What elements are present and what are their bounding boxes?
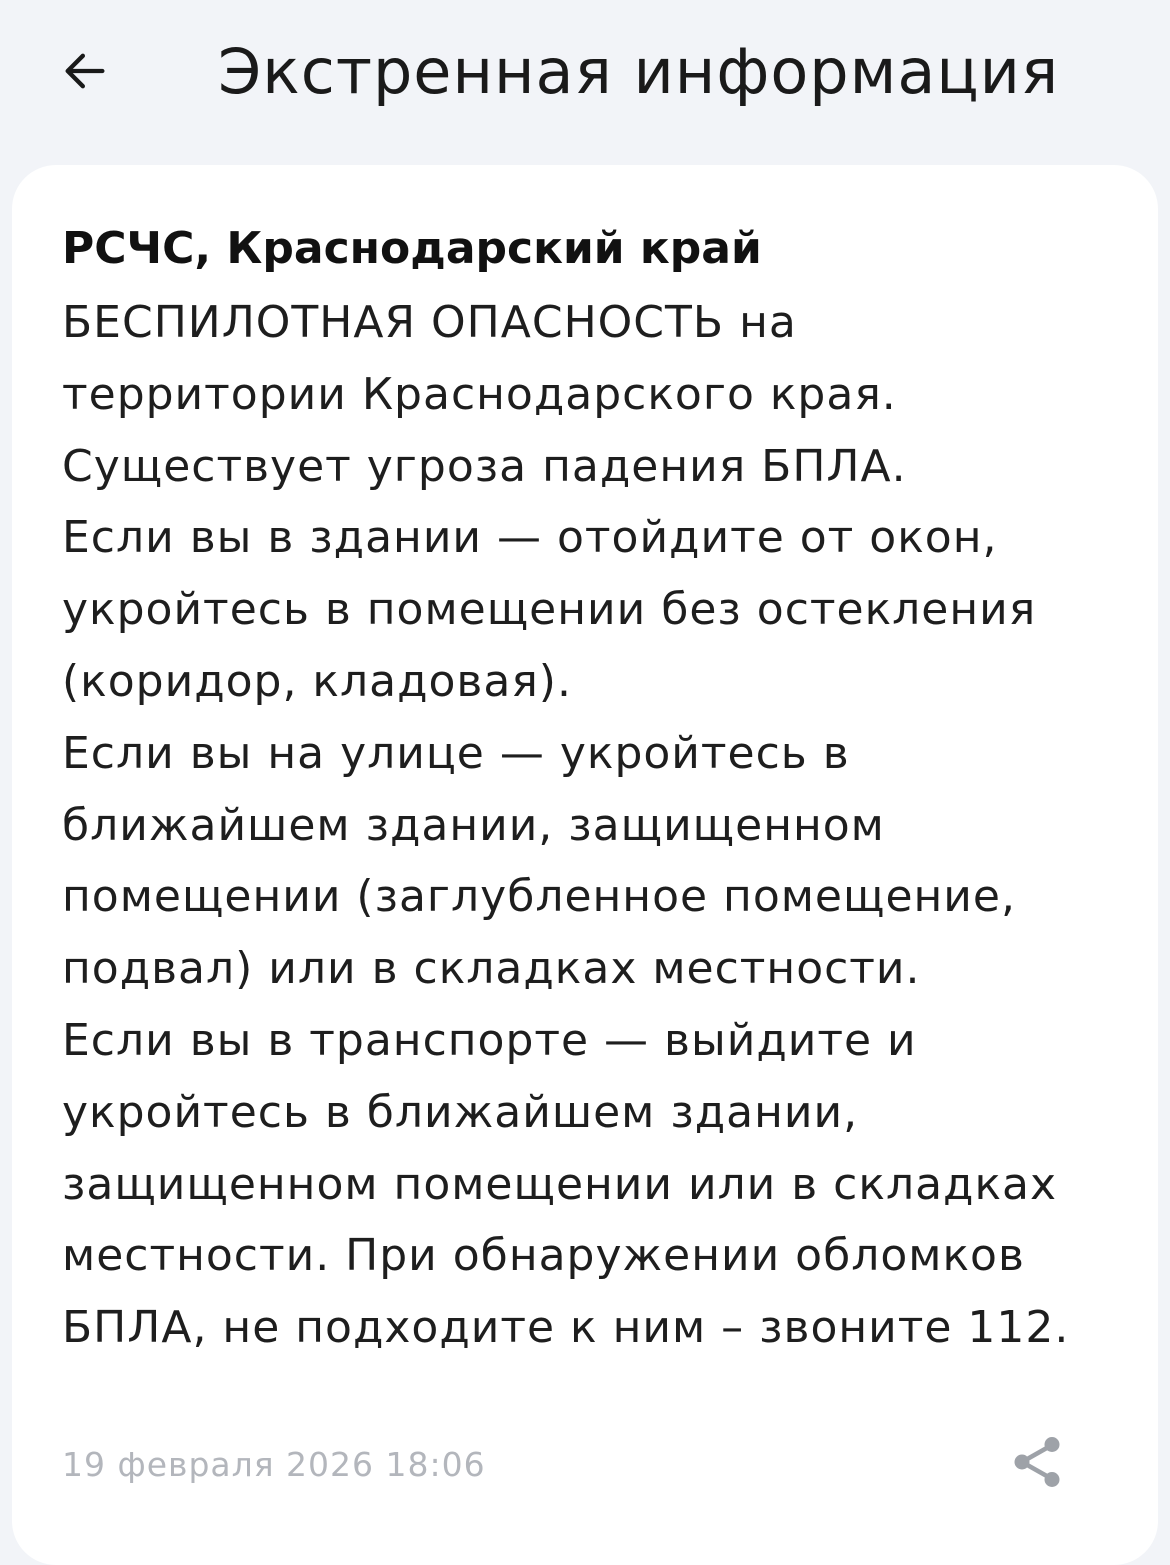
message-sender: РСЧС, Краснодарский край <box>62 223 762 274</box>
message-line: (коридор, кладовая). <box>62 655 572 707</box>
message-line: Существует угроза падения БПЛА. <box>62 440 907 492</box>
message-line: БПЛА, не подходите к ним – звоните 112. <box>62 1302 1070 1354</box>
message-footer <box>62 1435 1112 1495</box>
message-card <box>12 165 1158 1565</box>
message-line: ближайшем здании, защищенном <box>62 799 885 851</box>
share-icon <box>1007 1432 1067 1492</box>
message-line: Если вы на улице — укройтесь в <box>62 727 850 779</box>
page-title: Экстренная информация <box>218 35 1060 108</box>
arrow-left-icon <box>59 45 111 97</box>
share-button[interactable] <box>1002 1427 1072 1497</box>
message-line: БЕСПИЛОТНАЯ ОПАСНОСТЬ на <box>62 297 797 348</box>
message-body <box>62 287 1122 1364</box>
message-line: помещении (заглубленное помещение, <box>62 871 1016 923</box>
message-line: Если вы в транспорте — выйдите и <box>62 1014 917 1066</box>
message-line: Если вы в здании — отойдите от окон, <box>62 512 998 564</box>
message-line: укройтесь в ближайшем здании, <box>62 1086 859 1138</box>
message-line: подвал) или в складках местности. <box>62 943 921 995</box>
back-button[interactable] <box>50 36 120 106</box>
message-line: местности. При обнаружении обломков <box>62 1230 1025 1282</box>
message-timestamp: 19 февраля 2026 18:06 <box>62 1445 486 1484</box>
header <box>0 0 1170 150</box>
message-line: защищенном помещении или в складках <box>62 1158 1058 1210</box>
message-line: укройтесь в помещении без остекления <box>62 584 1037 636</box>
message-line: территории Краснодарского края. <box>62 368 897 420</box>
